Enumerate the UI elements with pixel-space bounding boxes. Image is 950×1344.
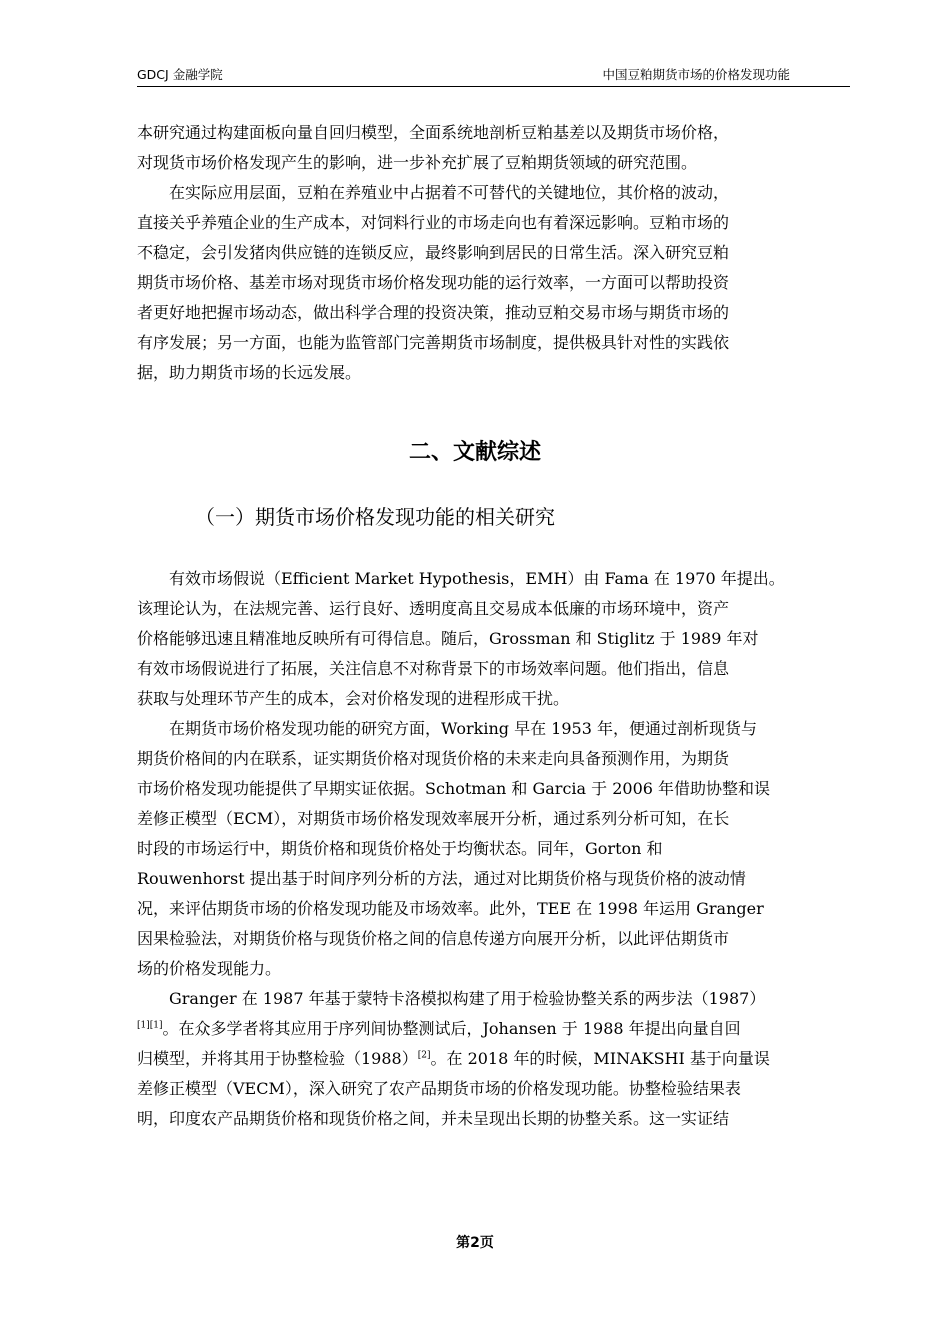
text-line: 况，来评估期货市场的价格发现功能及市场效率。此外，TEE 在 1998 年运用 Granger xyxy=(137,899,764,918)
intro-paragraph-2 xyxy=(137,178,850,388)
text-line: 场的价格发现能力。 xyxy=(137,959,282,978)
subsection-heading: （一）期货市场价格发现功能的相关研究 xyxy=(195,505,555,529)
text-line: 期货价格间的内在联系，证实期货价格对现货价格的未来走向具备预测作用，为期货 xyxy=(137,749,730,768)
intro-section xyxy=(137,118,850,388)
text-span: 。在众多学者将其应用于序列间协整测试后，Johansen 于 1988 年提出向量自回 xyxy=(162,1019,741,1038)
page-header xyxy=(137,66,850,87)
text-line: 有序发展；另一方面，也能为监管部门完善期货市场制度，提供极具针对性的实践依 xyxy=(137,333,730,352)
header-paper-title: 中国豆粕期货市场的价格发现功能 xyxy=(602,67,790,82)
text-line: 者更好地把握市场动态，做出科学合理的投资决策，推动豆粕交易市场与期货市场的 xyxy=(137,303,730,322)
text-line: 因果检验法，对期货价格与现货价格之间的信息传递方向展开分析，以此评估期货市 xyxy=(137,929,730,948)
text-line: 有效市场假说进行了拓展，关注信息不对称背景下的市场效率问题。他们指出，信息 xyxy=(137,659,730,678)
text-line: 直接关乎养殖企业的生产成本，对饲料行业的市场走向也有着深远影响。豆粕市场的 xyxy=(137,213,730,232)
text-line: 价格能够迅速且精准地反映所有可得信息。随后，Grossman 和 Stiglitz 于 1989 年对 xyxy=(137,629,759,648)
review-paragraph-3 xyxy=(137,984,850,1134)
literature-review-section xyxy=(137,564,850,1134)
text-line: 据，助力期货市场的长远发展。 xyxy=(137,363,362,382)
section-heading: 二、文献综述 xyxy=(408,440,541,465)
text-line: 市场价格发现功能提供了早期实证依据。Schotman 和 Garcia 于 2006 年借助协整和误 xyxy=(137,779,771,798)
text-line: 在期货市场价格发现功能的研究方面，Working 早在 1953 年，便通过剖析现货与 xyxy=(169,719,757,738)
review-paragraph-1 xyxy=(137,564,850,714)
text-line: Rouwenhorst 提出基于时间序列分析的方法，通过对比期货价格与现货价格的波动情 xyxy=(137,869,746,888)
text-line: 差修正模型（VECM），深入研究了农产品期货市场的价格发现功能。协整检验结果表 xyxy=(137,1079,741,1098)
header-institution: GDCJ 金融学院 xyxy=(137,67,223,82)
text-line: 有效市场假说（Efficient Market Hypothesis，EMH）由 Fama 在 1970 年提出。 xyxy=(169,569,785,588)
text-line: 该理论认为，在法规完善、运行良好、透明度高且交易成本低廉的市场环境中，资产 xyxy=(137,599,730,618)
citation-marker[interactable]: [2] xyxy=(417,1050,431,1061)
text-span: 。在 2018 年的时候，MINAKSHI 基于向量误 xyxy=(430,1049,770,1068)
text-line xyxy=(137,1044,850,1074)
text-line: 获取与处理环节产生的成本，会对价格发现的进程形成干扰。 xyxy=(137,689,570,708)
text-line: 明，印度农产品期货价格和现货价格之间，并未呈现出长期的协整关系。这一实证结 xyxy=(137,1109,730,1128)
citation-marker[interactable]: [1][1] xyxy=(137,1020,163,1031)
text-line xyxy=(137,1014,850,1044)
text-line: 期货市场价格、基差市场对现货市场价格发现功能的运行效率，一方面可以帮助投资 xyxy=(137,273,730,292)
text-span: 归模型，并将其用于协整检验（1988） xyxy=(137,1049,418,1068)
text-line: 本研究通过构建面板向量自回归模型，全面系统地剖析豆粕基差以及期货市场价格， xyxy=(137,123,730,142)
text-line: 时段的市场运行中，期货价格和现货价格处于均衡状态。同年，Gorton 和 xyxy=(137,839,663,858)
intro-paragraph-1 xyxy=(137,118,850,178)
text-line: 在实际应用层面，豆粕在养殖业中占据着不可替代的关键地位，其价格的波动， xyxy=(169,183,730,202)
text-line: 对现货市场价格发现产生的影响，进一步补充扩展了豆粕期货领域的研究范围。 xyxy=(137,153,698,172)
text-line: Granger 在 1987 年基于蒙特卡洛模拟构建了用于检验协整关系的两步法（1987） xyxy=(169,989,766,1008)
page-number: 第2页 xyxy=(456,1235,494,1251)
review-paragraph-2 xyxy=(137,714,850,984)
text-line: 不稳定，会引发猪肉供应链的连锁反应，最终影响到居民的日常生活。深入研究豆粕 xyxy=(137,243,730,262)
text-line: 差修正模型（ECM），对期货市场价格发现效率展开分析，通过系列分析可知，在长 xyxy=(137,809,730,828)
